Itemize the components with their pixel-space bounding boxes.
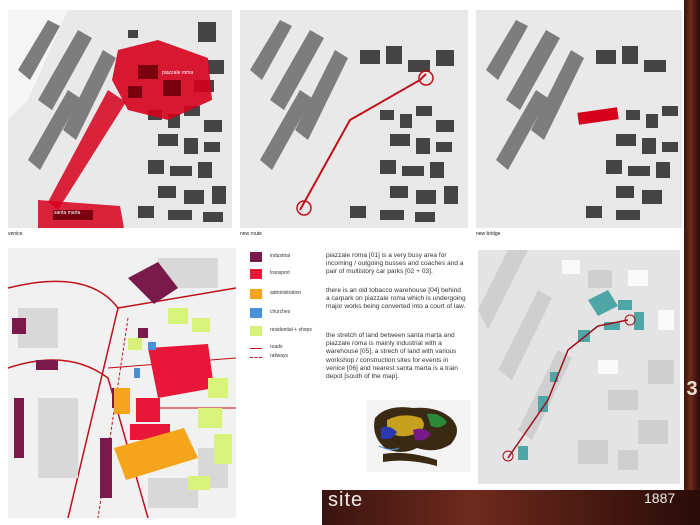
land-use-map-drawing — [8, 248, 236, 518]
residential-swatch — [250, 326, 262, 336]
venice-map-drawing — [8, 10, 232, 228]
year-label: 1887 — [644, 490, 676, 506]
santa-marta-label: santa marta — [54, 210, 81, 216]
new-bridge-map — [476, 10, 682, 228]
new-bridge-map-drawing — [476, 10, 682, 228]
legend-label: roads — [270, 344, 283, 350]
route-detail-map — [478, 250, 680, 484]
legend — [250, 252, 320, 382]
route-detail-map-drawing — [478, 250, 680, 484]
paragraph-tobacco-warehouse: there is an old tobacco warehouse [04] behind a carpark on piazzale roma which is undergoing major works being converted into a court of law. — [326, 287, 466, 311]
piazzale-roma-label: piazzale roma — [162, 70, 194, 76]
road-line-icon — [250, 348, 262, 349]
page-digit: 3 — [686, 378, 698, 400]
transport-swatch — [250, 269, 262, 279]
venice-map — [8, 10, 232, 228]
new-bridge-caption: new bridge — [476, 231, 501, 237]
land-use-map — [8, 248, 236, 518]
new-route-map — [240, 10, 468, 228]
churches-swatch — [250, 308, 262, 318]
legend-label: residential + shops — [270, 327, 312, 333]
legend-label: industrial — [270, 253, 291, 259]
legend-label: railways — [270, 353, 289, 359]
railway-line-icon — [250, 357, 262, 358]
section-title: site — [328, 489, 364, 511]
venice-inset-map — [367, 400, 471, 472]
legend-label: transport — [270, 270, 290, 276]
legend-label: administration — [270, 290, 302, 296]
paragraph-piazzale-roma: piazzale roma [01] is a very busy area for incoming / outgoing busses and coaches and a pair of multistory car parks [02 + 03]. — [326, 252, 464, 276]
industrial-swatch — [250, 252, 262, 262]
wood-edge-strip — [684, 0, 700, 525]
new-route-caption: new route — [240, 231, 262, 237]
administration-swatch — [250, 289, 262, 299]
new-route-map-drawing — [240, 10, 468, 228]
legend-label: churches — [270, 309, 291, 315]
venice-caption: venice — [8, 231, 23, 237]
paragraph-santa-marta: the stretch of land between santa marta and piazzale roma is mainly industrial with a warehouse [05], a strech of land with various workshop / construction sites for events in venice [06] and nearest santa marta is a train depot [south of the map]. — [326, 332, 458, 381]
venice-inset-map-drawing — [367, 400, 471, 472]
